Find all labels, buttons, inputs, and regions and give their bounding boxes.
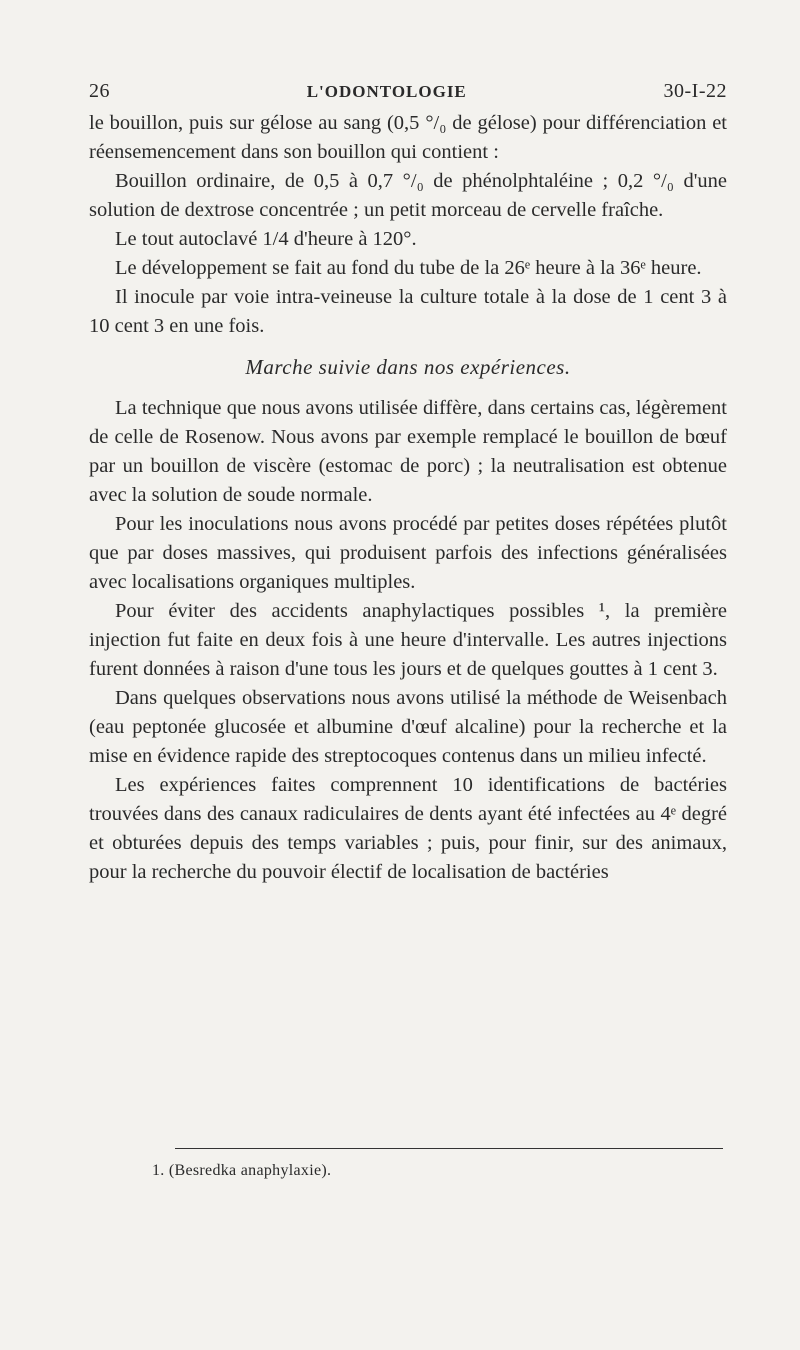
section-heading: Marche suivie dans nos expériences. xyxy=(245,355,571,379)
paragraph: Il inocule par voie intra-veineuse la culture totale à la dose de 1 cent 3 à 10 cent 3 en une fois. xyxy=(89,286,727,337)
paragraph: le bouillon, puis sur gélose au sang (0,5 °/₀ de gélose) pour différenciation et réensemencement dans son bouillon qui contient : xyxy=(89,112,727,163)
footnote: 1. (Besredka anaphylaxie). xyxy=(152,1162,332,1179)
page-number: 26 xyxy=(89,80,110,102)
paragraph: Le tout autoclavé 1/4 d'heure à 120°. xyxy=(115,228,417,250)
footnote-divider xyxy=(175,1148,723,1149)
body-text xyxy=(89,109,727,887)
paragraph: La technique que nous avons utilisée diffère, dans certains cas, légèrement de celle de Rosenow. Nous avons par exemple remplacé le bouillon de bœuf par un bouillon de viscère (estomac de porc) ; la neutralisation est obtenue avec la solution de soude normale. xyxy=(89,397,727,506)
journal-title: L'ODONTOLOGIE xyxy=(306,82,467,101)
paragraph: Pour les inoculations nous avons procédé par petites doses répétées plutôt que par doses massives, qui produisent parfois des infections généralisées avec localisations organiques multiples. xyxy=(89,513,727,593)
paragraph: Bouillon ordinaire, de 0,5 à 0,7 °/₀ de phénolphtaléine ; 0,2 °/₀ d'une solution de dextrose concentrée ; un petit morceau de cervelle fraîche. xyxy=(89,170,727,221)
running-header xyxy=(89,80,727,103)
paragraph: Le développement se fait au fond du tube de la 26ᵉ heure à la 36ᵉ heure. xyxy=(115,257,702,279)
paragraph: Les expériences faites comprennent 10 identifications de bactéries trouvées dans des canaux radiculaires de dents ayant été infectées au 4ᵉ degré et obturées depuis des temps variables ; puis, pour finir, sur des animaux, pour la recherche du pouvoir électif de localisation de bactéries xyxy=(89,774,727,883)
issue-date: 30-I-22 xyxy=(663,80,727,102)
paragraph: Pour éviter des accidents anaphylactiques possibles ¹, la première injection fut faite en deux fois à une heure d'intervalle. Les autres injections furent données à raison d'une tous les jours et de quelques gouttes à 1 cent 3. xyxy=(89,600,727,680)
document-page xyxy=(89,80,727,887)
paragraph: Dans quelques observations nous avons utilisé la méthode de Weisenbach (eau peptonée glucosée et albumine d'œuf alcaline) pour la recherche et la mise en évidence rapide des streptocoques contenus dans un milieu infecté. xyxy=(89,687,727,767)
